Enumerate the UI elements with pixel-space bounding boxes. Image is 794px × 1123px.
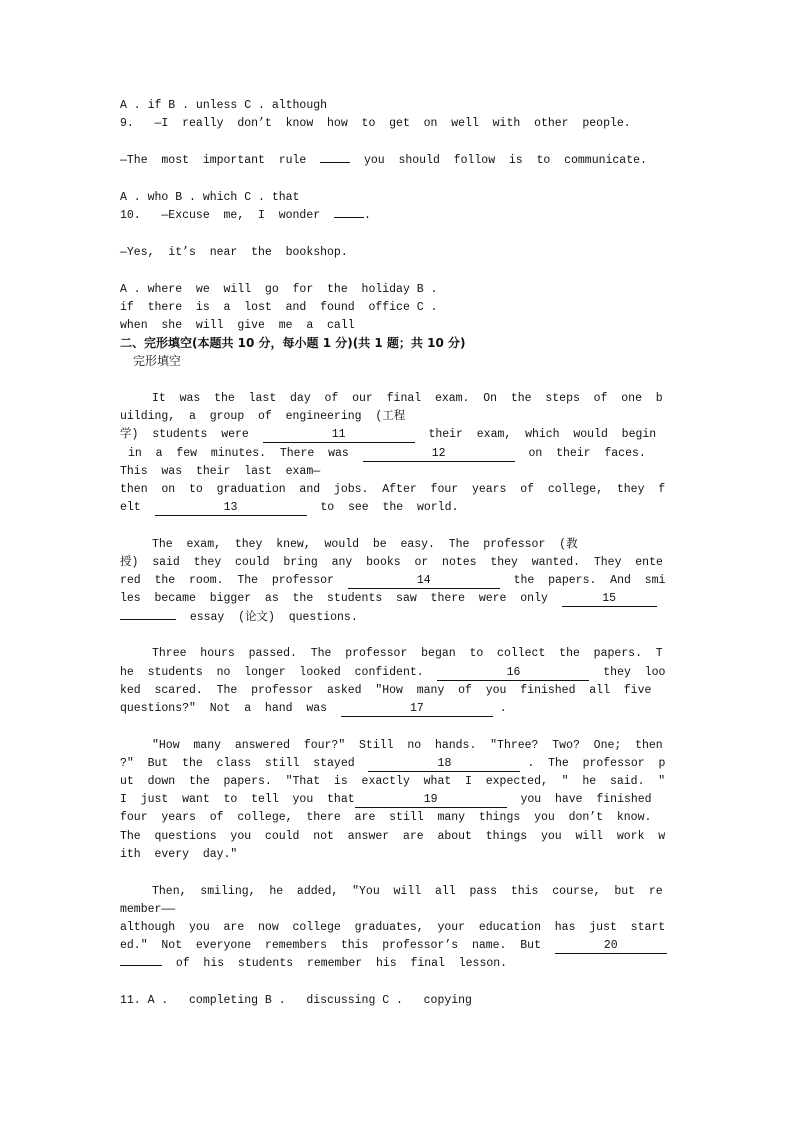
p1-line7: elt 13 to see the world. bbox=[120, 501, 459, 514]
p3-line3: ked scared. The professor asked "How many of you finished all five bbox=[120, 684, 652, 697]
section-heading: 二、完形填空(本题共 10 分，每小题 1 分)(共 1 题；共 10 分) bbox=[120, 336, 466, 350]
blank-15-continued[interactable] bbox=[120, 619, 176, 620]
p5-line3: although you are now college graduates, your education has just start bbox=[120, 921, 666, 934]
p4-line7: ith every day." bbox=[120, 848, 238, 861]
blank-18[interactable]: 18 bbox=[368, 757, 520, 772]
p2-line5: essay (论文) questions. bbox=[120, 609, 358, 627]
blank-19[interactable]: 19 bbox=[355, 793, 507, 808]
p3-line2: he students no longer looked confident. 16 they loo bbox=[120, 666, 666, 679]
p5-line1: Then, smiling, he added, "You will all pass this course, but re bbox=[152, 885, 663, 898]
p1-line2: uilding, a group of engineering (工程 bbox=[120, 410, 406, 423]
blank-14[interactable]: 14 bbox=[348, 574, 500, 589]
p4-line3: ut down the papers. "That is exactly what I expected, " he said. " bbox=[120, 775, 666, 788]
blank-12[interactable]: 12 bbox=[363, 447, 515, 462]
q10-stem: 10. —Excuse me, I wonder . bbox=[120, 209, 371, 222]
p1-line3: 学) students were 11 their exam, which would begin bbox=[120, 428, 657, 441]
p4-line2: ?" But the class still stayed 18 . The professor p bbox=[120, 757, 666, 770]
q10-option-a: A . where we will go for the holiday B . bbox=[120, 283, 438, 296]
blank-13[interactable]: 13 bbox=[155, 501, 307, 516]
p3-line4: questions?" Not a hand was 17 . bbox=[120, 702, 507, 715]
q10-reply: —Yes, it’s near the bookshop. bbox=[120, 246, 348, 259]
p5-line4: ed." Not everyone remembers this professor’s name. But 20 bbox=[120, 937, 667, 955]
blank-17[interactable]: 17 bbox=[341, 702, 493, 717]
q10-option-c: when she will give me a call bbox=[120, 319, 355, 332]
q9-options: A . who B . which C . that bbox=[120, 191, 300, 204]
p5-line5: of his students remember his final lesson. bbox=[120, 955, 507, 973]
q9-stem: 9. —I really don’t know how to get on well with other people. bbox=[120, 117, 631, 130]
q8-options: A . if B . unless C . although bbox=[120, 99, 328, 112]
q10-blank[interactable] bbox=[334, 217, 364, 218]
q10-option-b: if there is a lost and found office C . bbox=[120, 301, 438, 314]
p4-line1: "How many answered four?" Still no hands. "Three? Two? One; then bbox=[152, 739, 663, 752]
p3-line1: Three hours passed. The professor began to collect the papers. T bbox=[152, 647, 663, 660]
p1-line5: This was their last exam— bbox=[120, 465, 321, 478]
blank-16[interactable]: 16 bbox=[437, 666, 589, 681]
p4-line5: four years of college, there are still many things you don’t know. bbox=[120, 811, 652, 824]
p4-line4: I just want to tell you that 19 you have finished bbox=[120, 793, 652, 806]
blank-15[interactable]: 15 bbox=[562, 592, 657, 607]
q9-blank[interactable] bbox=[320, 162, 350, 163]
blank-11[interactable]: 11 bbox=[263, 428, 415, 443]
p5-line2: member—— bbox=[120, 903, 176, 916]
q11-options: 11. A . completing B . discussing C . copying bbox=[120, 994, 472, 1007]
section-title: 完形填空 bbox=[133, 354, 182, 368]
p1-line4: in a few minutes. There was 12 on their faces. bbox=[128, 447, 646, 460]
p1-line6: then on to graduation and jobs. After four years of college, they f bbox=[120, 483, 666, 496]
blank-20[interactable]: 20 bbox=[555, 939, 667, 954]
p1-line1: It was the last day of our final exam. On the steps of one b bbox=[152, 392, 663, 405]
p2-line3: red the room. The professor 14 the papers. And smi bbox=[120, 574, 666, 587]
q9-reply: —The most important rule you should follow is to communicate. bbox=[120, 154, 647, 167]
p4-line6: The questions you could not answer are about things you will work w bbox=[120, 830, 666, 843]
p2-line1: The exam, they knew, would be easy. The professor (教 bbox=[152, 538, 578, 551]
blank-20-continued[interactable] bbox=[120, 965, 162, 966]
p2-line4: les became bigger as the students saw there were only 15 bbox=[120, 590, 657, 608]
p2-line2: 授) said they could bring any books or notes they wanted. They ente bbox=[120, 556, 663, 569]
